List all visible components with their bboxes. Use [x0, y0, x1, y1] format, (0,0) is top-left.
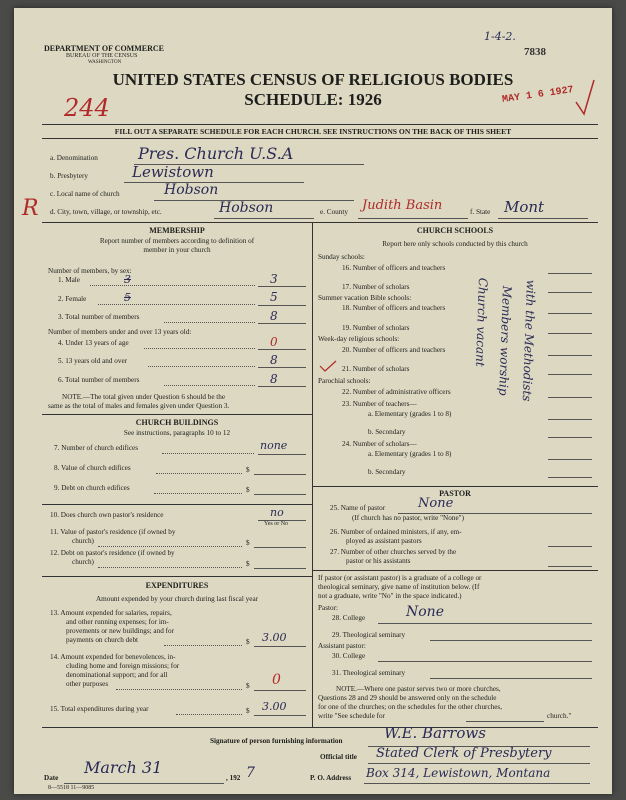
q10-label: 10. Does church own pastor's residence: [50, 511, 164, 519]
q25-label: 25. Name of pastor: [330, 504, 386, 512]
census-schedule-sheet: [14, 8, 612, 794]
q11-currency: $: [246, 539, 250, 547]
q24a-label: a. Elementary (grades 1 to 8): [368, 450, 452, 458]
check-mark-icon: [318, 360, 338, 372]
q3-label: 3. Total number of members: [58, 313, 140, 321]
q8-currency: $: [246, 466, 250, 474]
po-address-value: Box 314, Lewistown, Montana: [366, 766, 551, 780]
q30-label: 30. College: [332, 652, 366, 660]
schools-title: CHURCH SCHOOLS: [416, 226, 494, 235]
q24b-label: b. Secondary: [368, 468, 406, 476]
department-line: DEPARTMENT OF COMMERCE: [44, 44, 165, 53]
official-title-value: Stated Clerk of Presbytery: [376, 746, 552, 761]
q14-value: 0: [272, 672, 281, 688]
check-mark-icon: [574, 78, 596, 118]
date-value: March 31: [84, 758, 163, 777]
q14-line-1: 14. Amount expended for benevolences, in-: [50, 653, 176, 661]
year-prefix: , 192: [226, 774, 241, 782]
q1-label: 1. Male: [58, 276, 80, 284]
q13-line-3: provements or new buildings; and for: [66, 627, 174, 635]
q13-value: 3.00: [262, 631, 287, 644]
city-value: Hobson: [219, 200, 274, 216]
q17-label: 17. Number of scholars: [342, 283, 410, 291]
pastor-note-4: write "See schedule for: [318, 712, 385, 720]
q2-label: 2. Female: [58, 295, 87, 303]
q9-currency: $: [246, 486, 250, 494]
age-heading: Number of members under and over 13 years old:: [48, 328, 192, 336]
q26-label-1: 26. Number of ordained ministers, if any, em-: [330, 528, 462, 536]
city-label: d. City, town, village, or township, etc.: [50, 208, 162, 216]
q12-currency: $: [246, 560, 250, 568]
date-label: Date: [44, 774, 59, 782]
q10-note: Yes or No: [264, 521, 289, 527]
q11-label-1: 11. Value of pastor's residence (if owned by: [50, 528, 176, 536]
expenditures-subtitle: Amount expended by your church during last fiscal year: [95, 595, 259, 603]
q3-value: 8: [270, 309, 278, 323]
pastor-note-3: for one of the churches; on the schedules for the other churches,: [318, 703, 503, 711]
denomination-label: a. Denomination: [50, 154, 98, 162]
q14-line-4: other purposes: [66, 680, 109, 688]
q16-label: 16. Number of officers and teachers: [342, 264, 446, 272]
pastor-note-2: Questions 28 and 29 should be answered only on the schedule: [318, 694, 497, 702]
buildings-subtitle: See instructions, paragraphs 10 to 12: [123, 429, 231, 437]
top-note: 1-4-2.: [484, 30, 516, 43]
instructions-line: FILL OUT A SEPARATE SCHEDULE FOR EACH CHURCH. SEE INSTRUCTIONS ON THE BACK OF THIS SHEET: [114, 127, 512, 136]
state-value: Mont: [504, 198, 545, 216]
q11-label-2: church): [72, 537, 94, 545]
q13-line-4: payments on church debt: [66, 636, 139, 644]
q14-currency: $: [246, 682, 250, 690]
q6-value: 8: [270, 372, 278, 386]
pastor-note-end: church.": [547, 712, 572, 720]
q4-label: 4. Under 13 years of age: [58, 339, 129, 347]
membership-intro-2: member in your church: [143, 246, 211, 254]
vertical-note-1: Church vacant: [472, 277, 490, 367]
signature-label: Signature of person furnishing information: [210, 737, 343, 745]
q25-value: None: [418, 496, 454, 511]
q8-label: 8. Value of church edifices: [54, 464, 131, 472]
local-name-label: c. Local name of church: [50, 190, 120, 198]
county-value: Judith Basin: [362, 198, 443, 213]
q26-label-2: ployed as assistant pastors: [346, 537, 422, 545]
handwritten-number: 244: [64, 94, 110, 122]
parochial-heading: Parochial schools:: [318, 377, 371, 385]
q7-label: 7. Number of church edifices: [54, 444, 139, 452]
summer-heading: Summer vacation Bible schools:: [318, 294, 412, 302]
signature-value: W.E. Barrows: [384, 724, 486, 742]
q13-currency: $: [246, 638, 250, 646]
q24-label: 24. Number of scholars—: [342, 440, 417, 448]
membership-intro-1: Report number of members according to definition of: [99, 237, 255, 245]
q2-struck: 5: [124, 291, 131, 304]
schedule-title: SCHEDULE: 1926: [244, 90, 382, 109]
q12-label-1: 12. Debt on pastor's residence (if owned by: [50, 549, 175, 557]
assistant-pastor-label: Assistant pastor:: [318, 642, 366, 650]
q27-label-2: pastor or his assistants: [346, 557, 411, 565]
q23-label: 23. Number of teachers—: [342, 400, 417, 408]
sex-heading: Number of members, by sex:: [48, 267, 132, 275]
graduate-line-3: not a graduate, write "No" in the space indicated.): [318, 592, 462, 600]
pastor-note-1: NOTE.—Where one pastor serves two or more churches,: [336, 685, 501, 693]
q20-label: 20. Number of officers and teachers: [342, 346, 446, 354]
city-line: WASHINGTON: [88, 60, 122, 65]
po-address-label: P. O. Address: [310, 774, 352, 782]
q23b-label: b. Secondary: [368, 428, 406, 436]
vertical-note-3: with the Methodists: [519, 279, 538, 402]
q6-label: 6. Total number of members: [58, 376, 140, 384]
q13-line-2: and other running expenses; for im-: [66, 618, 169, 626]
q15-value: 3.00: [262, 700, 287, 713]
state-label: f. State: [470, 208, 491, 216]
pastor-title: PASTOR: [439, 489, 471, 498]
q10-value: no: [270, 506, 284, 519]
graduate-line-2: theological seminary, give name of institution below. (If: [318, 583, 480, 591]
q27-label-1: 27. Number of other churches served by the: [330, 548, 457, 556]
q9-label: 9. Debt on church edifices: [54, 484, 130, 492]
q28-label: 28. College: [332, 614, 366, 622]
membership-note-2: same as the total of males and females given under Question 3.: [48, 402, 230, 410]
buildings-title: CHURCH BUILDINGS: [135, 418, 219, 427]
q15-currency: $: [246, 707, 250, 715]
form-title: UNITED STATES CENSUS OF RELIGIOUS BODIES: [112, 70, 514, 89]
q14-line-2: cluding home and foreign missions; for: [66, 662, 180, 670]
q22-label: 22. Number of administrative officers: [342, 388, 451, 396]
q5-label: 5. 13 years old and over: [58, 357, 128, 365]
membership-note-1: NOTE.—The total given under Question 6 should be the: [62, 393, 226, 401]
q28-value: None: [406, 604, 444, 620]
q7-value: none: [260, 439, 288, 452]
q1-value: 3: [270, 272, 278, 286]
q4-value: 0: [270, 335, 278, 349]
county-label: e. County: [320, 208, 348, 216]
schools-subtitle: Report here only schools conducted by this church: [382, 240, 528, 248]
q21-label: 21. Number of scholars: [342, 365, 410, 373]
q18-label: 18. Number of officers and teachers: [342, 304, 446, 312]
vertical-note-2: Members worship: [496, 285, 514, 396]
presbytery-label: b. Presbytery: [50, 172, 88, 180]
denomination-value: Pres. Church U.S.A: [138, 144, 294, 163]
q2-value: 5: [270, 290, 278, 304]
q14-line-3: denominational support; and for all: [66, 671, 168, 679]
local-name-value: Hobson: [164, 182, 219, 198]
q1-struck: 3: [124, 273, 131, 286]
bureau-line: BUREAU OF THE CENSUS: [66, 53, 138, 59]
q13-line-1: 13. Amount expended for salaries, repairs,: [50, 609, 172, 617]
q19-label: 19. Number of scholars: [342, 324, 410, 332]
q25-note: (If church has no pastor, write "None"): [352, 514, 464, 522]
q31-label: 31. Theological seminary: [332, 669, 406, 677]
date-stamp: MAY 1 6 1927: [501, 85, 575, 106]
sunday-heading: Sunday schools:: [318, 253, 365, 261]
expenditures-title: EXPENDITURES: [145, 581, 209, 590]
official-title-label: Official title: [320, 753, 357, 761]
membership-title: MEMBERSHIP: [149, 226, 205, 235]
q15-label: 15. Total expenditures during year: [50, 705, 149, 713]
q12-label-2: church): [72, 558, 94, 566]
q5-value: 8: [270, 353, 278, 367]
form-number: 8—5518 11—9085: [48, 785, 95, 791]
graduate-line-1: If pastor (or assistant pastor) is a graduate of a college or: [318, 574, 482, 582]
margin-mark: R: [22, 196, 39, 221]
number-stamp: 7838: [524, 46, 546, 58]
weekday-heading: Week-day religious schools:: [318, 335, 400, 343]
presbytery-value: Lewistown: [132, 163, 214, 181]
q23a-label: a. Elementary (grades 1 to 8): [368, 410, 452, 418]
q29-label: 29. Theological seminary: [332, 631, 406, 639]
pastor-label: Pastor:: [318, 604, 338, 612]
year-value: 7: [246, 765, 255, 781]
